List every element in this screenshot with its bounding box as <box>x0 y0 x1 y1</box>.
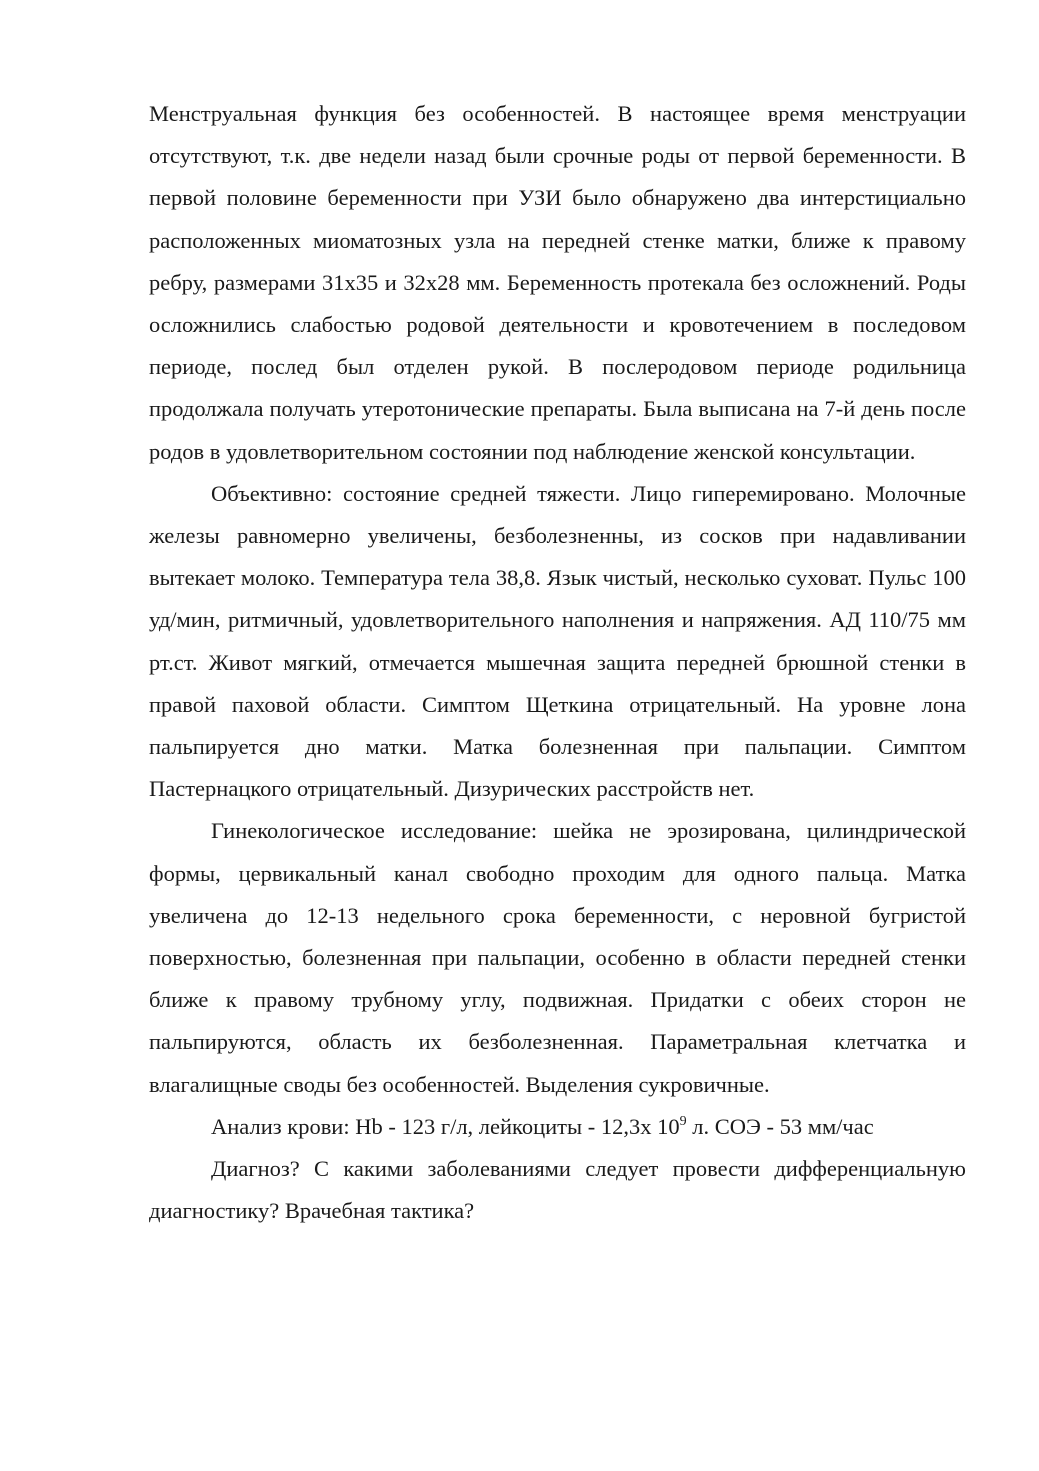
paragraph-blood-test <box>149 1106 966 1148</box>
paragraph-anamnesis: Менструальная функция без особенностей. В настоящее время менструации отсутствуют, т.к. две недели назад были срочные роды от первой беременности. В первой половине беременности при УЗИ было обнаружено два интерстициально расположенных миоматозных узла на передней стенке матки, ближе к правому ребру, размерами 31х35 и 32х28 мм. Беременность протекала без осложнений. Роды осложнились слабостью родовой деятельности и кровотечением в последовом периоде, послед был отделен рукой. В послеродовом периоде родильница продолжала получать утеротонические препараты. Была выписана на 7-й день после родов в удовлетворительном состоянии под наблюдение женской консультации. <box>149 101 966 464</box>
paragraph-objective-exam: Объективно: состояние средней тяжести. Лицо гиперемировано. Молочные железы равномерно увеличены, безболезненны, из сосков при надавливании вытекает молоко. Температура тела 38,8. Язык чистый, несколько суховат. Пульс 100 уд/мин, ритмичный, удовлетворительного наполнения и напряжения. АД 110/75 мм рт.ст. Живот мягкий, отмечается мышечная защита передней брюшной стенки в правой паховой области. Симптом Щеткина отрицательный. На уровне лона пальпируется дно матки. Матка болезненная при пальпации. Симптом Пастернацкого отрицательный. Дизурических расстройств нет. <box>149 480 966 802</box>
blood-test-text: Анализ крови: Hb - 123 г/л, лейкоциты - 12,3х 10 <box>211 1113 680 1139</box>
paragraph-questions: Диагноз? С какими заболеваниями следует провести дифференциальную диагностику? Врачебная тактика? <box>149 1156 966 1224</box>
paragraph-gynecological-exam: Гинекологическое исследование: шейка не эрозирована, цилиндрической формы, цервикальный канал свободно проходим для одного пальца. Матка увеличена до 12-13 недельного срока беременности, с неровной бугристой поверхностью, болезненная при пальпации, особенно в области передней стенки ближе к правому трубному углу, подвижная. Придатки с обеих сторон не пальпируются, область их безболезненная. Параметральная клетчатка и влагалищные своды без особенностей. Выделения сукровичные. <box>149 818 966 1097</box>
blood-test-text-end: л. СОЭ - 53 мм/час <box>686 1113 874 1139</box>
document-page <box>149 93 966 1232</box>
blood-test-exponent: 9 <box>679 1113 687 1129</box>
